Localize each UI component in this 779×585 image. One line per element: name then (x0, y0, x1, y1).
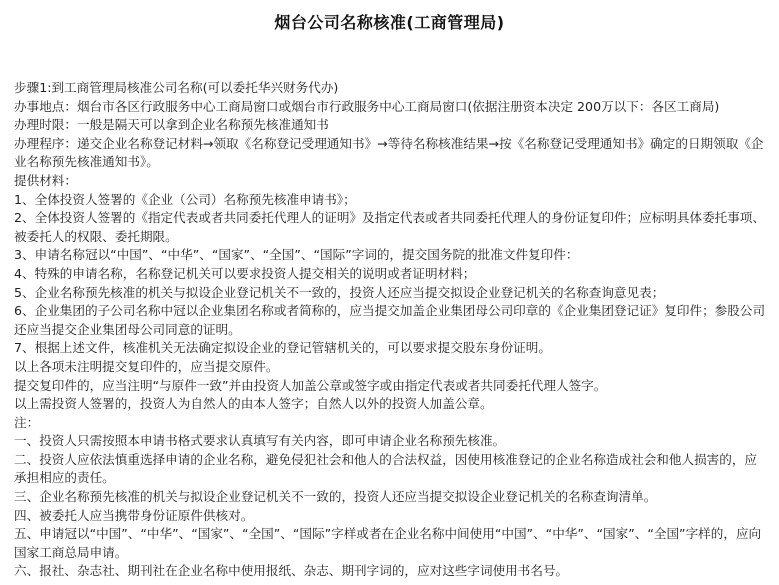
material-item: 5、企业名称预先核准的机关与拟设企业登记机关不一致的，投资人还应当提交拟设企业登记机关的名称查询意见表； (14, 284, 665, 300)
note-item: 四、被委托人应当携带身份证原件供核对。 (14, 507, 254, 523)
material-item: 7、根据上述文件，核准机关无法确定拟设企业的登记管辖机关的，可以要求提交股东身份证明。 (14, 340, 551, 356)
note-item: 六、报社、杂志社、期刊社在企业名称中使用报纸、杂志、期刊字词的，应对这些字词使用书名号。 (14, 563, 569, 579)
note-item: 二、投资人应依法慎重选择申请的企业名称，避免侵犯社会和他人的合法权益，因使用核准登记的企业名称造成社会和他人损害的，应承担相应的责任。 (14, 451, 758, 486)
notes-heading: 注： (14, 414, 40, 430)
note-item: 一、投资人只需按照本申请书格式要求认真填写有关内容，即可申请企业名称预先核准。 (14, 433, 506, 449)
material-note: 提交复印件的，应当注明“与原件一致”并由投资人加盖公章或签字或由指定代表或者共同委托代理人签字。 (14, 377, 607, 393)
processing-time: 办理时限：一般是隔天可以拿到企业名称预先核准通知书 (14, 117, 329, 133)
material-item: 2、全体投资人签署的《指定代表或者共同委托代理人的证明》及指定代表或者共同委托代理人的身份证复印件；应标明具体委托事项、被委托人的权限、委托期限。 (14, 210, 766, 244)
page-title: 烟台公司名称核准(工商管理局) (274, 13, 505, 32)
materials-heading: 提供材料： (14, 172, 77, 188)
material-item: 6、企业集团的子公司名称中冠以企业集团名称或者简称的，应当提交加盖企业集团母公司印章的《企业集团登记证》复印件；参股公司还应当提交企业集团母公司同意的证明。 (14, 303, 766, 337)
note-item: 五、申请冠以“中国”、“中华”、“国家”、“全国”、“国际”字样或者在企业名称中间使用“中国”、“中华”、“国家”、“全国”字样的，应向国家工商总局申请。 (14, 526, 762, 560)
document-body (14, 79, 766, 581)
office-location: 办事地点：烟台市各区行政服务中心工商局窗口或烟台市行政服务中心工商局窗口(依据注册资本决定 200万以下：各区工商局) (14, 98, 720, 114)
material-note: 以上各项未注明提交复印件的，应当提交原件。 (14, 358, 279, 374)
material-note: 以上需投资人签署的，投资人为自然人的由本人签字；自然人以外的投资人加盖公章。 (14, 396, 493, 412)
step-heading: 步骤1:到工商管理局核准公司名称(可以委托华兴财务代办) (14, 80, 339, 95)
material-item: 1、全体投资人签署的《企业（公司）名称预先核准申请书》； (14, 191, 356, 207)
material-item: 3、申请名称冠以“中国”、“中华”、“国家”、“全国”、“国际”字词的，提交国务院的批准文件复印件： (14, 247, 579, 263)
material-item: 4、特殊的申请名称，名称登记机关可以要求投资人提交相关的说明或者证明材料； (14, 265, 476, 281)
procedure: 办理程序：递交企业名称登记材料→领取《名称登记受理通知书》→等待名称核准结果→按《名称登记受理通知书》确定的日期领取《企业名称预先核准通知书》。 (14, 135, 764, 170)
note-item: 三、企业名称预先核准的机关与拟设企业登记机关不一致的，投资人还应当提交拟设企业登记机关的名称查询清单。 (14, 489, 657, 505)
